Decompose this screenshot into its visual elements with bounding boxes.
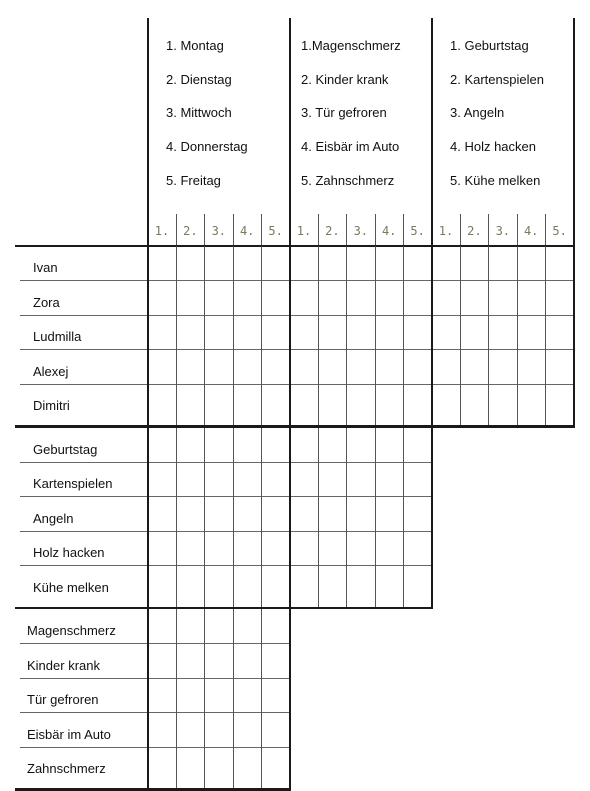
cell-separator (488, 246, 489, 427)
column-number: 4. (523, 224, 539, 238)
grid-cell[interactable] (546, 246, 574, 281)
grid-cell[interactable] (205, 678, 233, 713)
header-item: 2. Dienstag (166, 71, 232, 87)
grid-cell[interactable] (404, 384, 432, 419)
column-number: 3. (495, 224, 511, 238)
column-number: 3. (211, 224, 227, 238)
row-label: Alexej (33, 363, 69, 379)
grid-cell[interactable] (404, 315, 432, 350)
column-number: 2. (325, 224, 340, 238)
column-separator (488, 214, 489, 246)
column-number: 4. (381, 224, 397, 238)
grid-cell[interactable] (148, 678, 176, 713)
block-border (147, 609, 149, 790)
grid-cell[interactable] (176, 497, 204, 532)
grid-cell[interactable] (347, 428, 375, 463)
cell-separator (517, 246, 518, 427)
cell-separator (204, 428, 205, 609)
grid-cell[interactable] (262, 350, 290, 385)
grid-cell[interactable] (517, 281, 545, 316)
grid-cell[interactable] (290, 531, 318, 566)
row-label: Ludmilla (33, 329, 82, 344)
grid-cell[interactable] (375, 566, 403, 601)
grid-cell[interactable] (233, 315, 261, 350)
column-separator (204, 214, 205, 246)
grid-cell[interactable] (262, 566, 290, 601)
row-separator (20, 531, 432, 532)
grid-cell[interactable] (176, 428, 204, 463)
column-number: 5. (268, 224, 283, 238)
header-block-border (147, 18, 149, 246)
grid-cell[interactable] (233, 246, 261, 281)
header-item: 2. Kartenspielen (450, 71, 544, 87)
cell-separator (545, 246, 546, 427)
header-item: 3. Angeln (450, 105, 505, 121)
row-label: Kartenspielen (33, 476, 113, 491)
grid-cell[interactable] (404, 497, 432, 532)
cell-separator (176, 609, 177, 790)
grid-cell[interactable] (233, 609, 261, 644)
grid-cell[interactable] (432, 350, 460, 385)
grid-cell[interactable] (290, 246, 318, 281)
row-separator (20, 462, 432, 463)
row-label: Angeln (33, 510, 74, 526)
column-separator (375, 214, 376, 246)
grid-cell[interactable] (262, 462, 290, 497)
grid-cell[interactable] (517, 246, 545, 281)
grid-cell[interactable] (176, 713, 204, 748)
grid-cell[interactable] (262, 246, 290, 281)
grid-cell[interactable] (176, 747, 204, 782)
grid-cell[interactable] (489, 315, 517, 350)
cell-separator (233, 609, 234, 790)
grid-cell[interactable] (205, 462, 233, 497)
grid-cell[interactable] (489, 384, 517, 419)
grid-cell[interactable] (148, 315, 176, 350)
row-separator (20, 315, 574, 316)
grid-cell[interactable] (375, 384, 403, 419)
grid-cell[interactable] (176, 609, 204, 644)
header-item: 5. Kühe melken (450, 172, 541, 188)
grid-cell[interactable] (318, 462, 346, 497)
grid-cell[interactable] (176, 246, 204, 281)
grid-cell[interactable] (233, 497, 261, 532)
grid-cell[interactable] (148, 747, 176, 782)
row-separator (20, 349, 574, 350)
cell-separator (204, 246, 205, 427)
grid-cell[interactable] (176, 531, 204, 566)
grid-cell[interactable] (375, 350, 403, 385)
grid-cell[interactable] (347, 246, 375, 281)
column-number: 5. (552, 224, 567, 238)
header-item: 4. Holz hacken (450, 139, 536, 155)
header-item: 3. Tür gefroren (301, 105, 387, 121)
grid-cell[interactable] (148, 713, 176, 748)
grid-cell[interactable] (148, 462, 176, 497)
row-label: Kühe melken (33, 579, 109, 595)
grid-cell[interactable] (404, 246, 432, 281)
grid-cell[interactable] (460, 350, 488, 385)
row-label: Zahnschmerz (27, 761, 106, 776)
cell-separator (375, 246, 376, 427)
block-border (289, 609, 291, 790)
grid-cell[interactable] (262, 384, 290, 419)
column-number: 2. (183, 224, 198, 238)
grid-cell[interactable] (262, 747, 290, 782)
grid-cell[interactable] (375, 315, 403, 350)
grid-cell[interactable] (460, 246, 488, 281)
grid-cell[interactable] (148, 384, 176, 419)
grid-cell[interactable] (489, 281, 517, 316)
grid-cell[interactable] (375, 428, 403, 463)
grid-cell[interactable] (205, 713, 233, 748)
grid-cell[interactable] (262, 281, 290, 316)
grid-cell[interactable] (148, 531, 176, 566)
grid-cell[interactable] (205, 747, 233, 782)
grid-cell[interactable] (176, 281, 204, 316)
grid-cell[interactable] (233, 678, 261, 713)
grid-cell[interactable] (318, 428, 346, 463)
grid-cell[interactable] (205, 428, 233, 463)
block-border (431, 246, 433, 427)
grid-cell[interactable] (148, 281, 176, 316)
grid-cell[interactable] (148, 350, 176, 385)
cell-separator (261, 246, 262, 427)
block-border (147, 428, 149, 609)
cell-separator (318, 428, 319, 609)
row-separator (20, 747, 290, 748)
grid-cell[interactable] (205, 315, 233, 350)
grid-cell[interactable] (347, 315, 375, 350)
cell-separator (176, 428, 177, 609)
grid-cell[interactable] (290, 281, 318, 316)
grid-cell[interactable] (205, 281, 233, 316)
grid-cell[interactable] (375, 462, 403, 497)
block-border (431, 428, 433, 609)
cell-separator (233, 246, 234, 427)
grid-cell[interactable] (318, 281, 346, 316)
grid-cell[interactable] (205, 644, 233, 679)
grid-cell[interactable] (546, 384, 574, 419)
grid-cell[interactable] (148, 497, 176, 532)
grid-cell[interactable] (148, 246, 176, 281)
grid-cell[interactable] (517, 315, 545, 350)
column-number: 4. (239, 224, 255, 238)
header-item: 4. Donnerstag (166, 139, 248, 155)
header-item: 1. Geburtstag (450, 38, 529, 53)
cell-separator (233, 428, 234, 609)
grid-cell[interactable] (233, 713, 261, 748)
grid-cell[interactable] (205, 566, 233, 601)
grid-cell[interactable] (460, 384, 488, 419)
column-separator (403, 214, 404, 246)
row-separator (20, 678, 290, 679)
grid-cell[interactable] (233, 428, 261, 463)
column-separator (176, 214, 177, 246)
grid-cell[interactable] (290, 462, 318, 497)
column-separator (233, 214, 234, 246)
row-separator (20, 496, 432, 497)
row-label: Magenschmerz (27, 623, 116, 638)
grid-cell[interactable] (290, 384, 318, 419)
grid-cell[interactable] (489, 350, 517, 385)
grid-cell[interactable] (233, 644, 261, 679)
grid-cell[interactable] (318, 531, 346, 566)
grid-cell[interactable] (404, 350, 432, 385)
column-separator (261, 214, 262, 246)
grid-cell[interactable] (205, 609, 233, 644)
row-label: Holz hacken (33, 545, 105, 560)
header-block-border (573, 18, 575, 246)
row-label: Eisbär im Auto (27, 726, 111, 742)
grid-cell[interactable] (262, 678, 290, 713)
header-item: 1.Magenschmerz (301, 38, 401, 53)
grid-cell[interactable] (262, 644, 290, 679)
cell-separator (204, 609, 205, 790)
grid-cell[interactable] (546, 350, 574, 385)
grid-cell[interactable] (176, 644, 204, 679)
grid-cell[interactable] (404, 462, 432, 497)
grid-cell[interactable] (233, 531, 261, 566)
grid-cell[interactable] (176, 350, 204, 385)
cell-separator (261, 609, 262, 790)
cell-separator (318, 246, 319, 427)
grid-cell[interactable] (262, 713, 290, 748)
column-number: 3. (353, 224, 369, 238)
grid-cell[interactable] (347, 350, 375, 385)
grid-cell[interactable] (489, 246, 517, 281)
grid-cell[interactable] (290, 428, 318, 463)
grid-cell[interactable] (404, 281, 432, 316)
grid-cell[interactable] (205, 497, 233, 532)
row-label: Zora (33, 294, 60, 310)
column-separator (517, 214, 518, 246)
grid-cell[interactable] (205, 531, 233, 566)
grid-cell[interactable] (262, 428, 290, 463)
grid-cell[interactable] (148, 609, 176, 644)
grid-cell[interactable] (432, 384, 460, 419)
grid-cell[interactable] (347, 497, 375, 532)
header-item: 4. Eisbär im Auto (301, 139, 400, 155)
grid-cell[interactable] (460, 281, 488, 316)
grid-cell[interactable] (205, 350, 233, 385)
grid-cell[interactable] (262, 609, 290, 644)
grid-cell[interactable] (375, 246, 403, 281)
header-item: 5. Freitag (166, 172, 221, 188)
column-number: 1. (296, 224, 312, 238)
grid-cell[interactable] (262, 531, 290, 566)
grid-cell[interactable] (233, 566, 261, 601)
cell-separator (346, 246, 347, 427)
grid-cell[interactable] (233, 462, 261, 497)
grid-cell[interactable] (432, 315, 460, 350)
grid-cell[interactable] (347, 462, 375, 497)
grid-cell[interactable] (404, 566, 432, 601)
header-item: 5. Zahnschmerz (301, 172, 395, 188)
column-separator (318, 214, 319, 246)
grid-cell[interactable] (517, 384, 545, 419)
grid-cell[interactable] (148, 428, 176, 463)
grid-cell[interactable] (318, 497, 346, 532)
grid-cell[interactable] (460, 315, 488, 350)
grid-cell[interactable] (432, 281, 460, 316)
grid-cell[interactable] (375, 497, 403, 532)
grid-cell[interactable] (290, 497, 318, 532)
grid-cell[interactable] (318, 384, 346, 419)
grid-cell[interactable] (432, 246, 460, 281)
column-number: 5. (410, 224, 425, 238)
grid-cell[interactable] (233, 384, 261, 419)
grid-cell[interactable] (205, 246, 233, 281)
grid-cell[interactable] (148, 644, 176, 679)
block-border (573, 246, 575, 427)
header-item: 2. Kinder krank (301, 71, 389, 87)
cell-separator (261, 428, 262, 609)
grid-cell[interactable] (176, 678, 204, 713)
grid-cell[interactable] (347, 531, 375, 566)
grid-cell[interactable] (546, 315, 574, 350)
grid-cell[interactable] (404, 531, 432, 566)
row-separator (20, 712, 290, 713)
cell-separator (403, 428, 404, 609)
grid-cell[interactable] (233, 747, 261, 782)
grid-cell[interactable] (262, 497, 290, 532)
grid-cell[interactable] (176, 462, 204, 497)
block-border (289, 246, 291, 427)
row-separator (20, 565, 432, 566)
block-border (147, 246, 149, 427)
grid-cell[interactable] (375, 281, 403, 316)
grid-cell[interactable] (176, 315, 204, 350)
grid-cell[interactable] (290, 350, 318, 385)
grid-cell[interactable] (148, 566, 176, 601)
grid-cell[interactable] (262, 315, 290, 350)
grid-cell[interactable] (517, 350, 545, 385)
grid-cell[interactable] (318, 350, 346, 385)
cell-separator (346, 428, 347, 609)
header-block-border (289, 18, 291, 246)
grid-cell[interactable] (290, 566, 318, 601)
column-separator (346, 214, 347, 246)
block-border (289, 428, 291, 609)
column-number: 1. (154, 224, 170, 238)
row-label: Ivan (33, 260, 58, 275)
row-label: Tür gefroren (27, 692, 99, 707)
grid-cell[interactable] (347, 384, 375, 419)
grid-cell[interactable] (176, 566, 204, 601)
grid-cell[interactable] (318, 315, 346, 350)
column-number: 1. (438, 224, 454, 238)
grid-cell[interactable] (205, 384, 233, 419)
row-separator (20, 643, 290, 644)
row-label: Geburtstag (33, 441, 98, 457)
row-separator (20, 384, 574, 385)
grid-cell[interactable] (318, 246, 346, 281)
header-block-border (431, 18, 433, 246)
row-separator (20, 280, 574, 281)
column-separator (545, 214, 546, 246)
column-number: 2. (467, 224, 482, 238)
cell-separator (403, 246, 404, 427)
grid-cell[interactable] (290, 315, 318, 350)
grid-cell[interactable] (546, 281, 574, 316)
column-separator (460, 214, 461, 246)
grid-cell[interactable] (233, 350, 261, 385)
grid-cell[interactable] (347, 281, 375, 316)
grid-cell[interactable] (375, 531, 403, 566)
grid-cell[interactable] (318, 566, 346, 601)
row-label: Kinder krank (27, 657, 100, 673)
grid-cell[interactable] (233, 281, 261, 316)
grid-cell[interactable] (176, 384, 204, 419)
grid-cell[interactable] (404, 428, 432, 463)
header-item: 1. Montag (166, 38, 224, 53)
cell-separator (375, 428, 376, 609)
row-label: Dimitri (33, 398, 70, 413)
cell-separator (176, 246, 177, 427)
cell-separator (460, 246, 461, 427)
header-item: 3. Mittwoch (166, 105, 232, 121)
grid-cell[interactable] (347, 566, 375, 601)
